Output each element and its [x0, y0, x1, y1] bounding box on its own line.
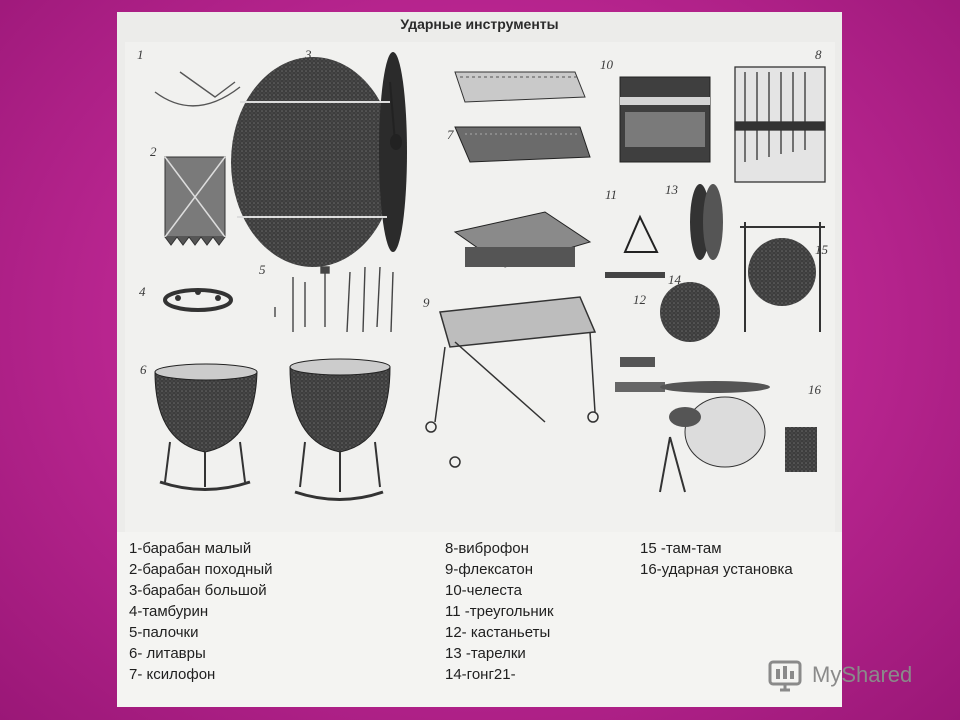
caption-2: 2-барабан походный	[129, 561, 273, 578]
figure-number-4: 4	[139, 284, 146, 299]
figure-number-13: 13	[665, 182, 678, 197]
celesta	[620, 77, 710, 162]
castanets	[605, 272, 665, 392]
vibraphone-frame	[426, 297, 598, 467]
triangle	[625, 217, 657, 252]
cymbals	[690, 184, 723, 260]
figure-number-10: 10	[600, 57, 613, 72]
figure-number-15: 15	[815, 242, 828, 257]
figure-number-8: 8	[815, 47, 822, 62]
caption-8: 8-виброфон	[445, 540, 529, 557]
instrument-illustrations	[125, 42, 835, 537]
caption-12: 12- кастаньеты	[445, 624, 551, 641]
figure-number-9: 9	[423, 295, 430, 310]
caption-10: 10-челеста	[445, 582, 522, 599]
caption-3: 3-барабан большой	[129, 582, 267, 599]
caption-7: 7- ксилофон	[129, 666, 216, 683]
scanned-plate	[117, 12, 842, 707]
figure-number-7: 7	[447, 127, 454, 142]
instruments-drawing	[125, 42, 835, 537]
myshared-watermark	[766, 656, 936, 696]
myshared-logo-icon	[766, 656, 806, 696]
figure-number-6: 6	[140, 362, 147, 377]
tubular-bells	[735, 67, 825, 182]
caption-14: 14-гонг21-	[445, 666, 516, 683]
caption-6: 6- литавры	[129, 645, 206, 662]
figure-number-1: 1	[137, 47, 144, 62]
figure-number-12: 12	[633, 292, 646, 307]
gong	[660, 282, 720, 342]
plate-title: Ударные инструменты	[400, 16, 559, 32]
timpani	[155, 359, 390, 500]
drum-sticks	[275, 267, 393, 332]
caption-5: 5-палочки	[129, 624, 199, 641]
open-case-instrument	[455, 212, 590, 267]
drum-kit	[660, 381, 817, 492]
figure-number-11: 11	[605, 187, 618, 202]
caption-area	[117, 532, 842, 707]
caption-16: 16-ударная установка	[640, 561, 793, 578]
figure-number-16: 16	[808, 382, 821, 397]
caption-9: 9-флексатон	[445, 561, 534, 578]
figure-number-2: 2	[150, 144, 157, 159]
bass-drum	[231, 52, 407, 267]
xylophones	[455, 72, 590, 162]
figure-number-5: 5	[259, 262, 266, 277]
watermark-text: MyShared	[812, 662, 913, 687]
caption-15: 15 -там-там	[640, 540, 722, 557]
tambourine	[165, 289, 231, 310]
figure-number-14: 14	[668, 272, 681, 287]
caption-13: 13 -тарелки	[445, 645, 526, 662]
marching-drum	[165, 157, 225, 245]
tam-tam	[740, 222, 825, 332]
caption-11: 11 -треугольник	[445, 603, 554, 620]
figure-number-3: 3	[305, 47, 312, 62]
caption-4: 4-тамбурин	[129, 603, 209, 620]
caption-1: 1-барабан малый	[129, 540, 252, 557]
